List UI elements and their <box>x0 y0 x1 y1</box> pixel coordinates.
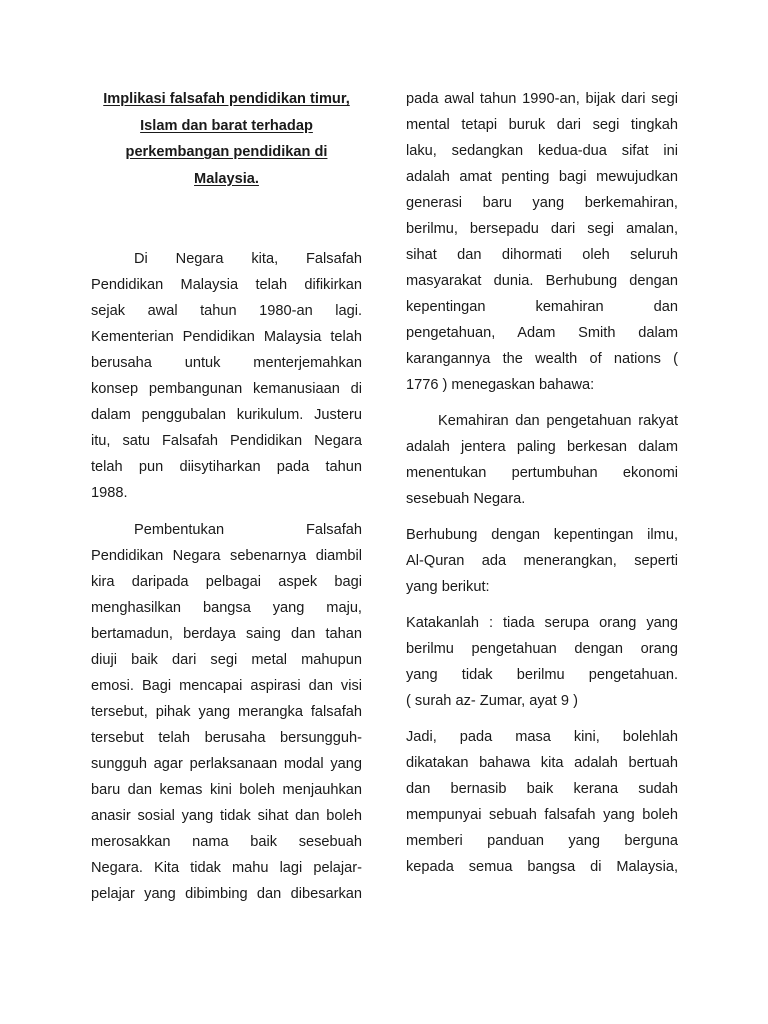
left-column <box>91 86 362 907</box>
text-line: sungguh agar perlaksanaan modal yang <box>91 756 362 772</box>
paragraph-left-2 <box>91 517 362 907</box>
text-line: 1988. <box>91 485 128 501</box>
text-line: memberi panduan yang berguna <box>406 833 678 849</box>
text-line: adalah amat penting bagi mewujudkan <box>406 169 678 185</box>
text-line: Pembentukan Falsafah <box>134 522 362 538</box>
text-line: bertamadun, berdaya saing dan tahan <box>91 626 362 642</box>
text-line: adalah jentera paling berkesan dalam <box>406 439 678 455</box>
text-line: yang berikut: <box>406 579 490 595</box>
title-line: Malaysia. <box>194 170 259 187</box>
text-line: Di Negara kita, Falsafah <box>134 251 362 267</box>
text-line: menentukan pertumbuhan ekonomi <box>406 465 678 481</box>
text-line: pengetahuan, Adam Smith dalam <box>406 325 678 341</box>
quote-paragraph <box>406 408 678 512</box>
text-line: menghasilkan bangsa yang maju, <box>91 600 362 616</box>
paragraph-left-1 <box>91 246 362 506</box>
text-line: Kementerian Pendidikan Malaysia telah <box>91 329 362 345</box>
text-line: mempunyai sebuah falsafah yang boleh <box>406 807 678 823</box>
text-line: Negara. Kita tidak mahu lagi pelajar- <box>91 860 362 876</box>
text-line: karangannya the wealth of nations ( <box>406 351 678 367</box>
text-line: sihat dan dihormati oleh seluruh <box>406 247 678 263</box>
text-line: kira daripada pelbagai aspek bagi <box>91 574 362 590</box>
document-title <box>91 86 362 192</box>
text-line: berusaha untuk menterjemahkan <box>91 355 362 371</box>
text-line: laku, sedangkan kedua-dua sifat ini <box>406 143 678 159</box>
text-line: Pendidikan Negara sebenarnya diambil <box>91 548 362 564</box>
text-line: mental tetapi buruk dari segi tingkah <box>406 117 678 133</box>
text-line: Kemahiran dan pengetahuan rakyat <box>438 413 678 429</box>
text-line: emosi. Bagi mencapai aspirasi dan visi <box>91 678 362 694</box>
paragraph-right-1 <box>406 86 678 398</box>
text-line: tersebut telah berusaha bersungguh- <box>91 730 362 746</box>
text-line: generasi baru yang berkemahiran, <box>406 195 678 211</box>
text-line: berilmu pengetahuan dengan orang <box>406 641 678 657</box>
text-line: sesebuah Negara. <box>406 491 526 507</box>
text-line: pada awal tahun 1990-an, bijak dari segi <box>406 91 678 107</box>
text-line: Al-Quran ada menerangkan, seperti <box>406 553 678 569</box>
right-column <box>406 86 678 880</box>
text-line: Jadi, pada masa kini, bolehlah <box>406 729 678 745</box>
text-line: dikatakan bahawa kita adalah bertuah <box>406 755 678 771</box>
text-line: kepada semua bangsa di Malaysia, <box>406 859 678 875</box>
title-line: Islam dan barat terhadap <box>140 117 313 134</box>
text-line: yang tidak berilmu pengetahuan. <box>406 667 678 683</box>
text-line: Berhubung dengan kepentingan ilmu, <box>406 527 678 543</box>
text-line: itu, satu Falsafah Pendidikan Negara <box>91 433 362 449</box>
paragraph-right-4 <box>406 724 678 880</box>
paragraph-right-2 <box>406 522 678 600</box>
text-line: konsep pembangunan kemanusiaan di <box>91 381 362 397</box>
text-line: masyarakat dunia. Berhubung dengan <box>406 273 678 289</box>
text-line: ( surah az- Zumar, ayat 9 ) <box>406 693 578 709</box>
text-line: 1776 ) menegaskan bahawa: <box>406 377 595 393</box>
text-line: diuji baik dari segi metal mahupun <box>91 652 362 668</box>
text-line: dalam penggubalan kurikulum. Justeru <box>91 407 362 423</box>
text-line: merosakkan nama baik sesebuah <box>91 834 362 850</box>
text-line: pelajar yang dibimbing dan dibesarkan <box>91 886 362 902</box>
text-line: baru dan kemas kini boleh menjauhkan <box>91 782 362 798</box>
text-line: kepentingan kemahiran dan <box>406 299 678 315</box>
title-line: Implikasi falsafah pendidikan timur, <box>103 91 350 107</box>
text-line: sejak awal tahun 1980-an lagi. <box>91 303 362 319</box>
text-line: anasir sosial yang tidak sihat dan boleh <box>91 808 362 824</box>
text-line: Katakanlah : tiada serupa orang yang <box>406 615 678 631</box>
quran-quote-paragraph <box>406 610 678 714</box>
text-line: berilmu, bersepadu dari segi amalan, <box>406 221 678 237</box>
text-line: tersebut, pihak yang merangka falsafah <box>91 704 362 720</box>
text-line: Pendidikan Malaysia telah difikirkan <box>91 277 362 293</box>
title-line: perkembangan pendidikan di <box>125 144 328 160</box>
text-line: dan bernasib baik kerana sudah <box>406 781 678 797</box>
text-line: telah pun diisytiharkan pada tahun <box>91 459 362 475</box>
